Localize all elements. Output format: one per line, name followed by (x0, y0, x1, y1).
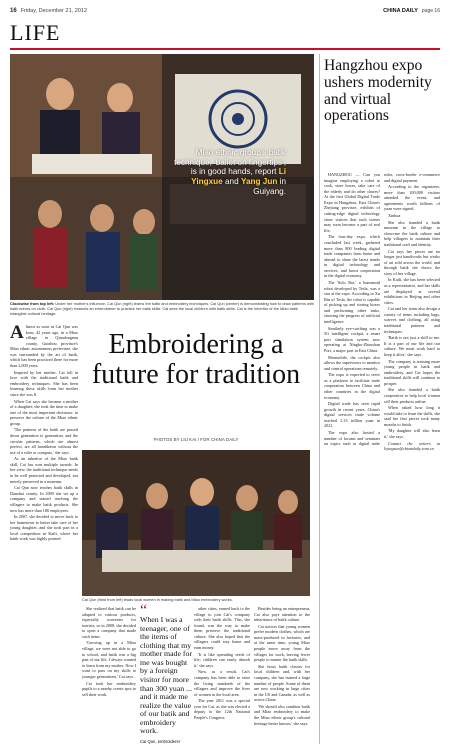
paragraph: She also founded a batik museum in the village to showcase the batik culture and help villagers to maintain their traditional craft and identity. (384, 219, 440, 247)
paragraph: Cai and her team also design a variety of items including bags, scarves and clothing, all using traditional patterns and techniques. (384, 306, 440, 334)
sidebar-headline: Hangzhou expo ushers modernity and virtual operations (324, 57, 432, 125)
paragraph: The company is training more young people in batik and embroidery, and Cai hopes the traditional skills will continue to prosper. (384, 358, 440, 386)
paragraph: 'We should also combine batik and Miao embroidery to make the Miao ethnic group's cultural heritage better known,' she says. (254, 703, 310, 726)
paragraph: 'It is like spreading seeds of life; children can easily absorb it,' she says. (194, 651, 250, 668)
pull-quote-attribution: Cai Qun, embroiderer (140, 738, 181, 744)
workshop-photo-caption: Cai Qun (third from left) leads local women in making batik and Miao embroidery works. (82, 597, 233, 602)
caption-lead: Clockwise from top left: (10, 301, 55, 306)
paragraph: other cities, earned back to the village to join Cai's company with their batik skills. This, she found, was the way to make them preserve the traditional culture. She also hoped that the villagers could stay home and earn money. (194, 606, 250, 651)
article-column-2 (82, 606, 136, 746)
masthead (10, 6, 440, 16)
paragraph: The expo also hosted a number of forums and seminars on topics such as digital trade rules, cross-border e-commerce and digital payment. (324, 172, 440, 447)
paragraph: 'My daughter will also learn it,' she says. (384, 428, 440, 440)
drop-cap: A (10, 322, 24, 343)
pull-quote (140, 602, 192, 744)
paragraph: In 2007, she decided to move back to her hometown to better take care of her young daughter, and she took part in a local competition in Kaili, where her batik work was highly praised. (10, 514, 78, 542)
paragraph: Inspired by her mother, Cai fell in love with the traditional batik and embroidery techniques. She has been learning these skills from her mother since she was 8. (10, 369, 78, 397)
sidebar-divider (319, 54, 320, 744)
paragraph: Meanwhile, the cockpit also allows the supervisors to monitor and control operations remotely. (324, 354, 380, 371)
paragraph: Similarly eye-catching was a 5G intelligent cockpit, a smart port simulation system now operating at Ningbo-Zhoushan Port, a major port in East China. (324, 325, 380, 353)
paragraph: Besides being an entrepreneur, Cai also pays attention to the inheritance of batik culture. (254, 606, 310, 623)
paragraph: In Kaili, she has been selected as a representative, and her skills are displayed at several exhibitions in Beijing and other cities. (384, 277, 440, 305)
paragraph: The four-day expo, which concluded last week, gathered more than 800 leading digital trade companies from home and abroad to share the latest trends in digital technology and services, and boost cooperation in the digital economy. (324, 234, 380, 279)
paragraph: Cai took her embroidery pupils to a nearby scenic spot to sell their work. (82, 680, 136, 697)
paragraph: Cai notices that young women prefer modern clothes, which are mass-produced in factories, and at the same time, young Miao people move away from the villages for work, leaving fewer people to master the batik skills. (254, 623, 310, 663)
contact-line: Contact the writers at liyingxue@chinadaily.com.cn (384, 440, 440, 452)
paragraph: She realized that batik can be adapted to various products, especially souvenirs for tourists, so in 2008, she decided to open a company that made such items. (82, 606, 136, 639)
article-column-3 (194, 606, 250, 746)
article-headline: Embroidering a future for tradition (91, 329, 301, 390)
quote-lead: Miao ethnic group's batik technique, 'ballet on fingertips', is in good hands, report (174, 148, 286, 177)
section-title: LIFE (10, 20, 61, 45)
article-column-1 (10, 324, 78, 744)
paper-name: CHINA DAILY (383, 8, 418, 14)
quote-mark-icon: “ (140, 602, 148, 619)
workshop-photo (82, 450, 310, 596)
quote-and: and (222, 177, 241, 187)
paragraph: HANGZHOU — Can you imagine employing a robot to cook, store boxes, take care of the elderly and do other chores? At the first Global Digital Trade Expo in Hangzhou, East China's Zhejiang province, exhibits of cutting-edge digital technology show visitors that such scenes may soon become a part of real life. (324, 172, 380, 233)
section-rule (10, 48, 440, 50)
paragraph: When Cai says she became a mother of a daughter, she took the time to make one of the most important decisions: to preserve the culture of the Miao ethnic group. (10, 398, 78, 426)
paragraph: Xinhua (388, 213, 401, 219)
paragraph: As an inheritor of the Miao batik skill, Cai has won multiple awards. In her view, the traditional technique needs to be well protected and developed, not merely preserved in a museum. (10, 456, 78, 484)
paragraph: Now, as a result, Cai's company has been able to raise the living standards of the villagers and improve the lives of women in the local area. (194, 669, 250, 697)
sidebar-body (324, 172, 440, 744)
main-photo-caption (10, 301, 314, 316)
paragraph: She hosts batik classes for local children and, with her company, she has trained a large number of people. Some of them are now working in large cities in the US and Canada, as well as across China. (254, 663, 310, 703)
pull-quote-text: When I was a teenager, one of the items of clothing that my mother made for me was bought by a foreign visitor for more than 300 yuan ... and it made me realize the value of our batik and embroidery work. (140, 615, 192, 736)
article-column-4 (254, 606, 310, 746)
page-number: 16 (10, 8, 17, 14)
paragraph: The year 2011 was a special year for Cai, as she was elected a deputy to the 12th National People's Congress. (194, 698, 250, 720)
issue-date: Friday, December 21, 2012 (20, 8, 87, 14)
paragraph: According to the organizers, more than 100,000 visitors attended the event, and agreements worth billions of yuan were signed. (384, 184, 440, 212)
photo-credit: PHOTOS BY LIU KAI / FOR CHINA DAILY (153, 437, 239, 442)
paragraph: She also founded a batik cooperative to help local women sell their products online. (384, 387, 440, 404)
paragraph: Digital trade has seen rapid growth in recent years. China's digital services trade volume reached 2.33 trillion yuan in 2021. (324, 401, 380, 429)
quote-tail: in Guiyang. (253, 177, 286, 196)
quote-author-2: Yang Jun (240, 177, 278, 187)
quote-author-1: Li Yingxue (191, 167, 286, 187)
caption-text: Under her mother's influence, Cai Qun (right) learns the batik and embroidery techniques. Cai Qun (center) is demonstrating how to draw patterns with batik knives on cloth. Cai Qun (right) instructs an embroiderer to practice her batik skills. Cai sees the local children with batik skills. Cai is the inheritor of the Miao batik intangible cultural heritage. (10, 301, 314, 317)
paper-page-label: page 16 (421, 8, 440, 14)
paragraph: The 'Solo Bot,' a humanoid robot developed by Tesla, was a star at the expo. According to Xu Bin of Tesla, the robot is capable of picking up and storing boxes and performing other tasks, showing the progress of artificial intelligence. (324, 279, 380, 325)
paragraph: 'The patterns of the batik are passed down generation to generation, and the circular patterns, which are almost perfect, are all handdrawn without the use of a ruler or compass,' she says. (10, 427, 78, 455)
paragraph: Cai says her pieces are no longer just handicrafts but works of art sold across the world, and through batik she shows the story of her village. (384, 248, 440, 276)
paragraph: lmost as soon as Cai Qun was born, 42 years ago, in a Miao village in Qiandongnan county, Guizhou province's Miao ethnic autonomous prefecture, she was surrounded by the art of batik, which has been practiced there for more than 2,000 years. (10, 324, 78, 369)
paragraph: 'Batik is not just a skill to me. It is a part of our life and our culture. We must work hard to keep it alive,' she says. (384, 335, 440, 357)
paragraph: Cai Qun now teaches batik skills in Danzhai county. In 2009 she set up a company and started teaching the villagers to make batik products. She now has more than 180 employees. (10, 485, 78, 513)
main-photo-quote (168, 148, 286, 196)
paragraph: 'Growing up in a Miao village, we were not able to go to school, and batik was a big part of our life. I always wanted to learn from my mother. Now I want to pass on my skills to younger generations,' Cai says. (82, 640, 136, 679)
paragraph: When asked how long it would take to learn the skills, she said her first pieces took many months to finish. (384, 405, 440, 427)
paragraph: The expo is expected to serve as a platform to facilitate trade cooperation between China and other countries in the digital economy. (324, 372, 380, 400)
